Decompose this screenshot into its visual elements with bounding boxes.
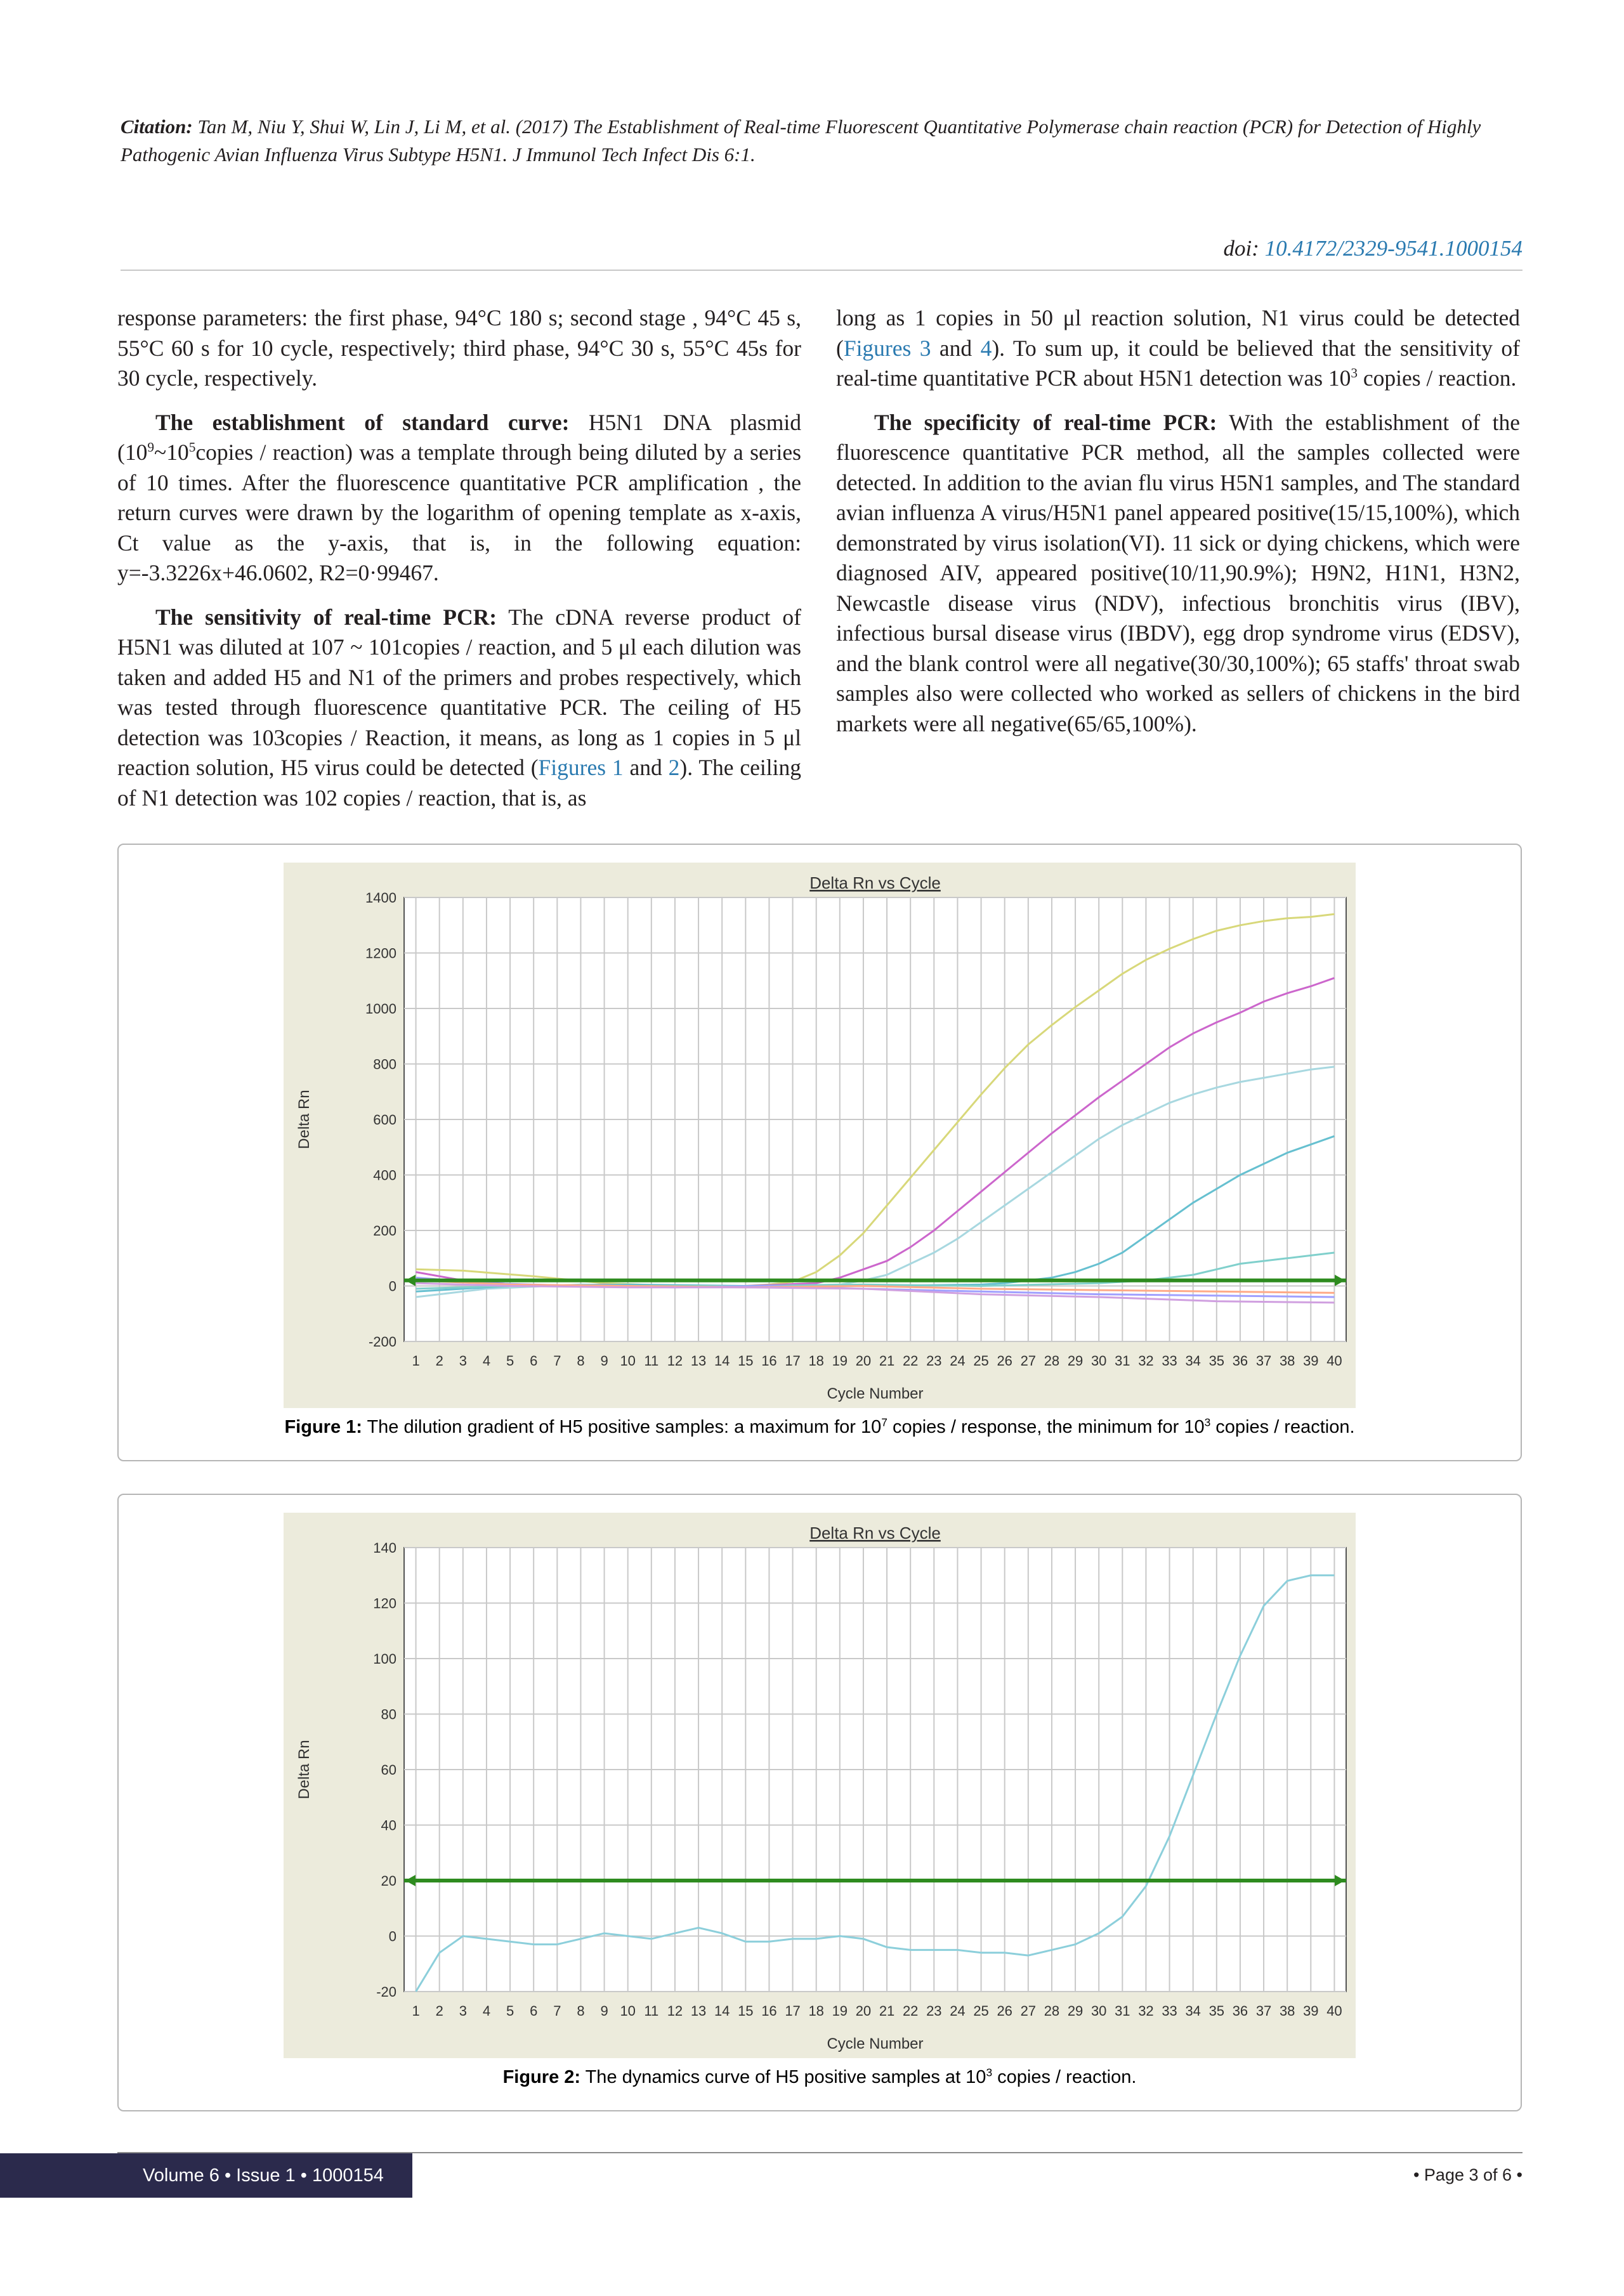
y-tick-label: 1400: [365, 890, 396, 906]
paragraph-text: With the establishment of the fluorescence quantitative PCR method, all the samples collected were detected. In addition to the avian flu virus H5N1 samples, and The standard avian influenza A virus/H5N1 panel appeared positive(15/15,100%), which demonstrated by virus isolation(VI). 11 sick or dying chickens, which were diagnosed AIV, appeared positive(10/11,90.9%); H9N2, H1N1, H3N2, Newcastle disease virus (NDV), infectious bronchitis virus (IBV), infectious bursal disease virus (IBDV), egg drop syndrome virus (EDSV), and the blank control were all negative(30/30,100%); 65 staffs' throat swab samples also were collected who worked as sellers of chickens in the bird markets were all negative(65/65,100%).: [836, 409, 1520, 736]
x-axis-label: Cycle Number: [827, 1385, 924, 1402]
paragraph: [117, 603, 801, 814]
x-tick-label: 32: [1138, 1353, 1154, 1369]
paragraph: [836, 408, 1520, 740]
x-axis-label: Cycle Number: [827, 2035, 924, 2052]
x-tick-label: 21: [879, 1353, 895, 1369]
x-tick-label: 18: [808, 1353, 824, 1369]
caption-text: The dynamics curve of H5 positive samples at 10: [580, 2067, 986, 2087]
x-tick-label: 30: [1090, 2003, 1107, 2019]
x-tick-label: 39: [1303, 2003, 1319, 2019]
x-tick-label: 20: [855, 2003, 872, 2019]
y-tick-label: 20: [381, 1873, 396, 1889]
x-tick-label: 6: [530, 1353, 538, 1369]
paragraph-text: and: [623, 755, 669, 780]
figure-link[interactable]: Figures 1: [538, 755, 624, 780]
x-tick-label: 28: [1044, 2003, 1060, 2019]
x-tick-label: 34: [1185, 1353, 1201, 1369]
section-heading: The sensitivity of real-time PCR:: [155, 604, 497, 630]
figure-2: [117, 1494, 1522, 2111]
x-tick-label: 34: [1185, 2003, 1201, 2019]
x-tick-label: 39: [1303, 1353, 1319, 1369]
citation: [121, 113, 1522, 169]
x-tick-label: 23: [926, 1353, 942, 1369]
x-tick-label: 5: [506, 2003, 514, 2019]
y-tick-label: 0: [388, 1928, 396, 1945]
citation-label: Citation:: [121, 115, 193, 138]
paragraph-text: and: [931, 335, 981, 361]
left-column: [117, 303, 801, 827]
x-tick-label: 25: [973, 1353, 989, 1369]
x-tick-label: 18: [808, 2003, 824, 2019]
superscript: 3: [1204, 1416, 1211, 1429]
x-tick-label: 1: [412, 1353, 420, 1369]
x-tick-label: 37: [1255, 2003, 1272, 2019]
paragraph-text: response parameters: the first phase, 94°C 180 s; second stage , 94°C 45 s, 55°C 60 s for 10 cycle, respectively; third phase, 94°C 30 s, 55°C 45s for 30 cycle, respectively.: [117, 305, 801, 391]
x-tick-label: 24: [950, 2003, 966, 2019]
x-tick-label: 2: [435, 1353, 443, 1369]
y-tick-label: 120: [373, 1595, 396, 1612]
x-tick-label: 3: [459, 1353, 467, 1369]
x-tick-label: 4: [482, 2003, 491, 2019]
y-tick-label: 200: [373, 1223, 396, 1239]
x-tick-label: 17: [785, 1353, 801, 1369]
citation-text: Tan M, Niu Y, Shui W, Lin J, Li M, et al. (2017) The Establishment of Real-time Fluorescent Quantitative Polymerase chain reaction (PCR) for Detection of Highly Pathogenic Avian Influenza Virus Subtype H5N1. J Immunol Tech Infect Dis 6:1.: [121, 115, 1481, 166]
x-tick-label: 26: [997, 2003, 1012, 2019]
x-tick-label: 17: [785, 2003, 801, 2019]
caption-text: copies / response, the minimum for 10: [887, 1417, 1205, 1437]
x-tick-label: 13: [690, 2003, 707, 2019]
figure-link[interactable]: 2: [668, 755, 680, 780]
x-tick-label: 19: [832, 2003, 848, 2019]
x-tick-label: 15: [738, 2003, 754, 2019]
x-tick-label: 7: [553, 2003, 561, 2019]
paragraph: [117, 303, 801, 394]
caption-label: Figure 2:: [502, 2067, 581, 2087]
x-tick-label: 32: [1138, 2003, 1154, 2019]
x-tick-label: 20: [855, 1353, 872, 1369]
x-tick-label: 27: [1020, 2003, 1037, 2019]
volume-badge: Volume 6 • Issue 1 • 1000154: [0, 2153, 412, 2198]
x-tick-label: 29: [1067, 2003, 1084, 2019]
paragraph-text: H5N1 DNA plasmid (10: [117, 409, 802, 465]
x-tick-label: 7: [553, 1353, 561, 1369]
superscript: 3: [1351, 365, 1358, 381]
y-tick-label: -20: [376, 1984, 396, 2000]
x-tick-label: 37: [1255, 1353, 1272, 1369]
x-tick-label: 1: [412, 2003, 420, 2019]
x-tick-label: 12: [667, 1353, 683, 1369]
x-tick-label: 14: [714, 2003, 730, 2019]
x-tick-label: 5: [506, 1353, 514, 1369]
x-tick-label: 33: [1162, 1353, 1177, 1369]
x-tick-label: 8: [577, 2003, 585, 2019]
x-tick-label: 11: [644, 1353, 659, 1369]
x-tick-label: 21: [879, 2003, 895, 2019]
section-heading: The establishment of standard curve:: [155, 409, 570, 435]
x-tick-label: 12: [667, 2003, 683, 2019]
x-tick-label: 24: [950, 1353, 966, 1369]
x-tick-label: 38: [1279, 2003, 1295, 2019]
y-axis-label: Delta Rn: [296, 1740, 313, 1799]
x-tick-label: 35: [1208, 2003, 1225, 2019]
paragraph-text: ~10: [154, 440, 189, 465]
x-tick-label: 27: [1020, 1353, 1037, 1369]
y-tick-label: 80: [381, 1706, 396, 1723]
header-rule: [121, 270, 1522, 271]
x-tick-label: 35: [1208, 1353, 1225, 1369]
x-tick-label: 30: [1090, 1353, 1107, 1369]
caption-label: Figure 1:: [284, 1417, 362, 1437]
x-tick-label: 10: [620, 1353, 636, 1369]
paragraph-text: The cDNA reverse product of H5N1 was diluted at 107 ~ 101copies / reaction, and 5 μl each dilution was taken and added H5 and N1 of the primers and probes respectively, which was tested through fluorescence quantitative PCR. The ceiling of H5 detection was 103copies / Reaction, it means, as long as 1 copies in 5 μl reaction solution, H5 virus could be detected (: [117, 604, 801, 780]
doi-link[interactable]: 10.4172/2329-9541.1000154: [1264, 236, 1522, 261]
y-tick-label: 800: [373, 1056, 396, 1073]
paragraph: [836, 303, 1520, 394]
y-tick-label: 600: [373, 1112, 396, 1128]
figure-link[interactable]: 4: [980, 335, 992, 361]
y-tick-label: 1000: [365, 1001, 396, 1017]
doi-label: doi:: [1223, 236, 1259, 261]
x-tick-label: 38: [1279, 1353, 1295, 1369]
x-tick-label: 29: [1067, 1353, 1084, 1369]
x-tick-label: 3: [459, 2003, 467, 2019]
x-tick-label: 14: [714, 1353, 730, 1369]
x-tick-label: 31: [1115, 1353, 1130, 1369]
x-tick-label: 4: [482, 1353, 491, 1369]
page-number: • Page 3 of 6 •: [1413, 2165, 1522, 2184]
x-tick-label: 36: [1232, 2003, 1248, 2019]
x-tick-label: 16: [761, 2003, 777, 2019]
figure-1: [117, 844, 1522, 1461]
x-tick-label: 23: [926, 2003, 942, 2019]
x-tick-label: 16: [761, 1353, 777, 1369]
right-column: [836, 303, 1520, 753]
chart-title: Delta Rn vs Cycle: [809, 873, 941, 892]
x-tick-label: 22: [902, 2003, 919, 2019]
x-tick-label: 40: [1326, 1353, 1342, 1369]
chart-figure-2: [284, 1513, 1356, 2058]
superscript: 7: [881, 1416, 887, 1429]
paragraph-text: ). To sum up, it could be believed that the sensitivity of real-time quantitative PCR about H5N1 detection was 10: [836, 335, 1520, 391]
section-heading: The specificity of real-time PCR:: [874, 409, 1217, 435]
y-tick-label: 60: [381, 1762, 396, 1778]
paragraph-text: ). The ceiling of N1 detection was 102 copies / reaction, that is, as: [117, 755, 801, 811]
chart-title: Delta Rn vs Cycle: [809, 1523, 941, 1543]
caption-text: The dilution gradient of H5 positive samples: a maximum for 10: [362, 1417, 882, 1437]
paragraph-text: copies / reaction.: [1358, 365, 1517, 391]
x-tick-label: 33: [1162, 2003, 1177, 2019]
caption-text: copies / reaction.: [992, 2067, 1137, 2087]
figure-link[interactable]: Figures 3: [843, 335, 931, 361]
x-tick-label: 40: [1326, 2003, 1342, 2019]
x-tick-label: 31: [1115, 2003, 1130, 2019]
y-tick-label: 140: [373, 1540, 396, 1556]
x-tick-label: 2: [435, 2003, 443, 2019]
x-tick-label: 36: [1232, 1353, 1248, 1369]
y-tick-label: 40: [381, 1817, 396, 1834]
figure-2-caption: [119, 2067, 1521, 2088]
x-tick-label: 19: [832, 1353, 848, 1369]
x-tick-label: 9: [600, 2003, 608, 2019]
paragraph-text: long as 1 copies in 50 μl reaction solution, N1 virus could be detected (: [836, 305, 1520, 361]
y-axis-label: Delta Rn: [296, 1090, 313, 1149]
doi: [1223, 236, 1522, 261]
superscript: 9: [147, 440, 154, 455]
caption-text: copies / reaction.: [1210, 1417, 1355, 1437]
paragraph: [117, 408, 801, 589]
y-tick-label: -200: [368, 1334, 396, 1350]
y-tick-label: 100: [373, 1651, 396, 1667]
superscript: 3: [986, 2066, 993, 2079]
x-tick-label: 9: [600, 1353, 608, 1369]
x-tick-label: 28: [1044, 1353, 1060, 1369]
x-tick-label: 8: [577, 1353, 585, 1369]
figure-1-caption: [119, 1417, 1521, 1438]
y-tick-label: 0: [388, 1278, 396, 1295]
y-tick-label: 400: [373, 1167, 396, 1184]
superscript: 5: [188, 440, 196, 455]
x-tick-label: 15: [738, 1353, 754, 1369]
x-tick-label: 25: [973, 2003, 989, 2019]
x-tick-label: 13: [690, 1353, 707, 1369]
x-tick-label: 10: [620, 2003, 636, 2019]
paragraph-text: copies / reaction) was a template through being diluted by a series of 10 times. After the fluorescence quantitative PCR amplification , the return curves were drawn by the logarithm of opening template as x-axis, Ct value as the y-axis, that is, in the following equation: y=-3.3226x+46.0602, R2=0·99467.: [117, 440, 801, 585]
y-tick-label: 1200: [365, 945, 396, 962]
x-tick-label: 26: [997, 1353, 1012, 1369]
x-tick-label: 6: [530, 2003, 538, 2019]
chart-figure-1: [284, 863, 1356, 1408]
x-tick-label: 22: [902, 1353, 919, 1369]
x-tick-label: 11: [644, 2003, 659, 2019]
